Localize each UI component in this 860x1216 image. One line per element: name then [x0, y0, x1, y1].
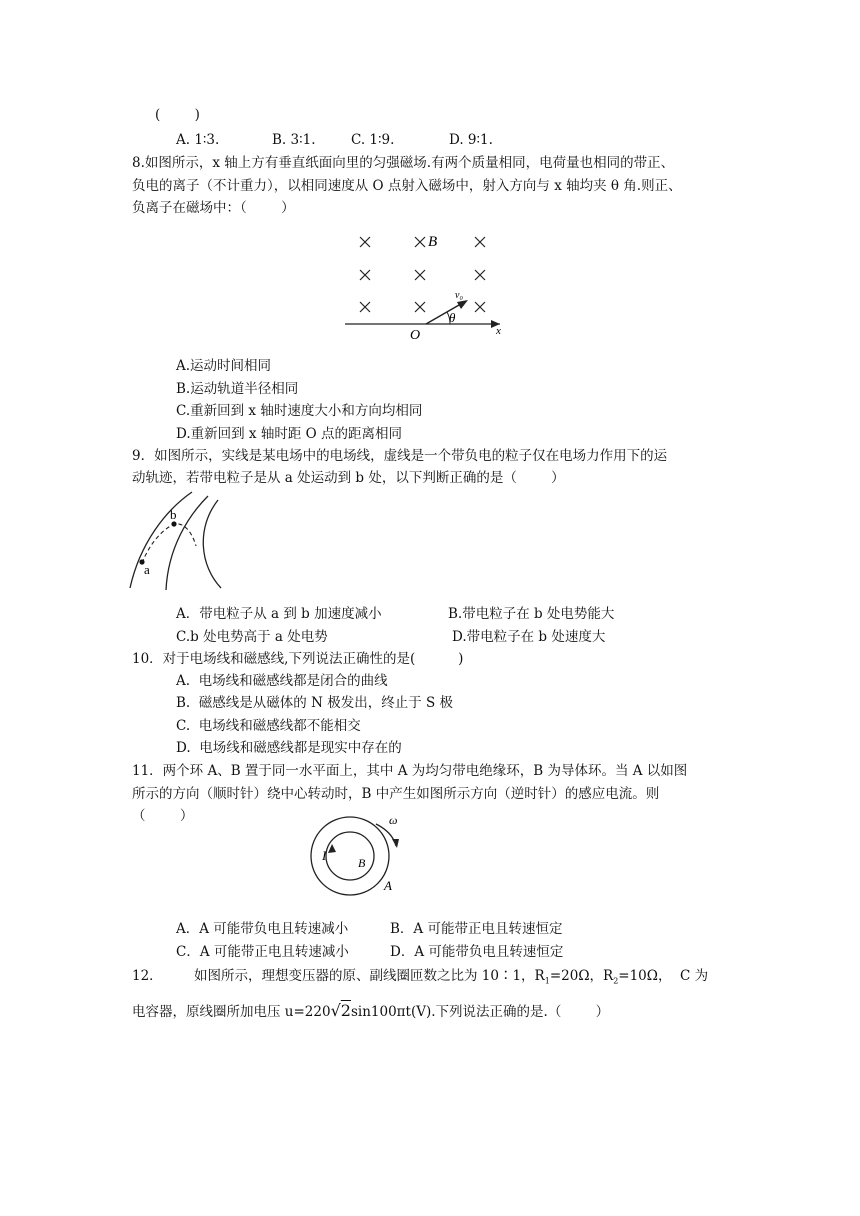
q11-rings-figure: [300, 808, 410, 898]
q11-stem-line1: 11．两个环 A、B 置于同一水平面上，其中 A 为均匀带电绝缘环，B 为导体环。当 A 以如图: [132, 763, 688, 779]
q11-option-a: A．A 可能带负电且转速减小: [176, 921, 349, 937]
q8-stem-line1: 8.如图所示，x 轴上方有垂直纸面向里的匀强磁场.有两个质量相同，电荷量也相同的带正、: [132, 155, 675, 171]
q11-stem-line3: （ ）: [132, 808, 194, 824]
point-b-dot: [171, 521, 176, 526]
q12-stem-line2: 电容器，原线圈所加电压 u=220√2sin100πt(V).下列说法正确的是.（ ）: [132, 1001, 610, 1020]
q10-option-c: C. 电场线和磁感线都不能相交: [176, 718, 361, 734]
q10-option-a: A. 电场线和磁感线都是闭合的曲线: [176, 673, 388, 689]
q10-option-b: B. 磁感线是从磁体的 N 极发出，终止于 S 极: [176, 695, 454, 711]
angle-label: θ: [449, 310, 456, 325]
q9-stem-line1: 9．如图所示，实线是某电场中的电场线，虚线是一个带负电的粒子仅在电场力作用下的运: [132, 448, 668, 464]
point-a-label: a: [144, 562, 150, 577]
q10-stem: 10．对于电场线和磁感线,下列说法正确性的是( ): [132, 651, 464, 667]
q12-number: 12．: [132, 968, 163, 984]
q9-option-c: C.b 处电势高于 a 处电势: [176, 629, 328, 645]
q7-option-d: D. 9∶1.: [449, 132, 493, 148]
q11-option-d: D．A 可能带负电且转速恒定: [390, 944, 564, 960]
velocity-label: v₀: [455, 290, 463, 301]
q9-electric-field-figure: [128, 488, 238, 593]
q9-option-a: A．带电粒子从 a 到 b 加速度减小: [176, 606, 382, 622]
q7-option-c: C. 1∶9.: [351, 132, 395, 148]
q8-magnetic-field-figure: [340, 225, 520, 345]
particle-trajectory: [142, 524, 196, 563]
q11-stem-line2: 所示的方向（顺时针）绕中心转动时，B 中产生如图所示方向（逆时针）的感应电流。则: [132, 786, 660, 802]
origin-label: O: [410, 328, 421, 343]
rotation-arrowhead: [392, 839, 399, 848]
q8-option-c: C.重新回到 x 轴时速度大小和方向均相同: [176, 403, 423, 419]
q8-stem-line2: 负电的离子（不计重力），以相同速度从 O 点射入磁场中，射入方向与 x 轴均夹 θ 角.则正、: [132, 178, 682, 194]
inner-ring-label: B: [358, 856, 366, 870]
q11-option-c: C．A 可能带正电且转速减小: [176, 944, 349, 960]
q9-option-d: D.带电粒子在 b 处速度大: [452, 629, 606, 645]
q8-option-d: D.重新回到 x 轴时距 O 点的距离相同: [176, 426, 402, 442]
q11-option-b: B．A 可能带正电且转速恒定: [390, 921, 563, 937]
q8-option-a: A.运动时间相同: [176, 358, 272, 374]
velocity-arrowhead: [457, 300, 468, 309]
q12-stem-line1: 如图所示，理想变压器的原、副线圈匝数之比为 10∶1，$R_1=20\Omega$，$R_2=10\Omega$， C 为: [194, 968, 709, 986]
q8-stem-line3: 负离子在磁场中：（ ）: [132, 200, 295, 216]
current-label: I: [322, 848, 327, 863]
q8-option-b: B.运动轨道半径相同: [176, 381, 299, 397]
q9-stem-line2: 动轨迹，若带电粒子是从 a 处运动到 b 处，以下判断正确的是（ ）: [132, 470, 565, 486]
point-b-label: b: [170, 507, 177, 522]
q7-option-b: B. 3∶1.: [272, 132, 316, 148]
q7-option-a: A. 1∶3.: [176, 132, 220, 148]
q10-option-d: D. 电场线和磁感线都是现实中存在的: [176, 740, 402, 756]
field-label-b: B: [428, 234, 438, 250]
outer-ring-label: A: [384, 878, 392, 893]
q7-answer-paren: ( ): [155, 107, 200, 123]
inner-ring-b: [326, 832, 374, 880]
omega-label: ω: [389, 813, 398, 827]
axis-label-x: x: [496, 325, 501, 337]
q9-option-b: B.带电粒子在 b 处电势能大: [448, 606, 615, 622]
